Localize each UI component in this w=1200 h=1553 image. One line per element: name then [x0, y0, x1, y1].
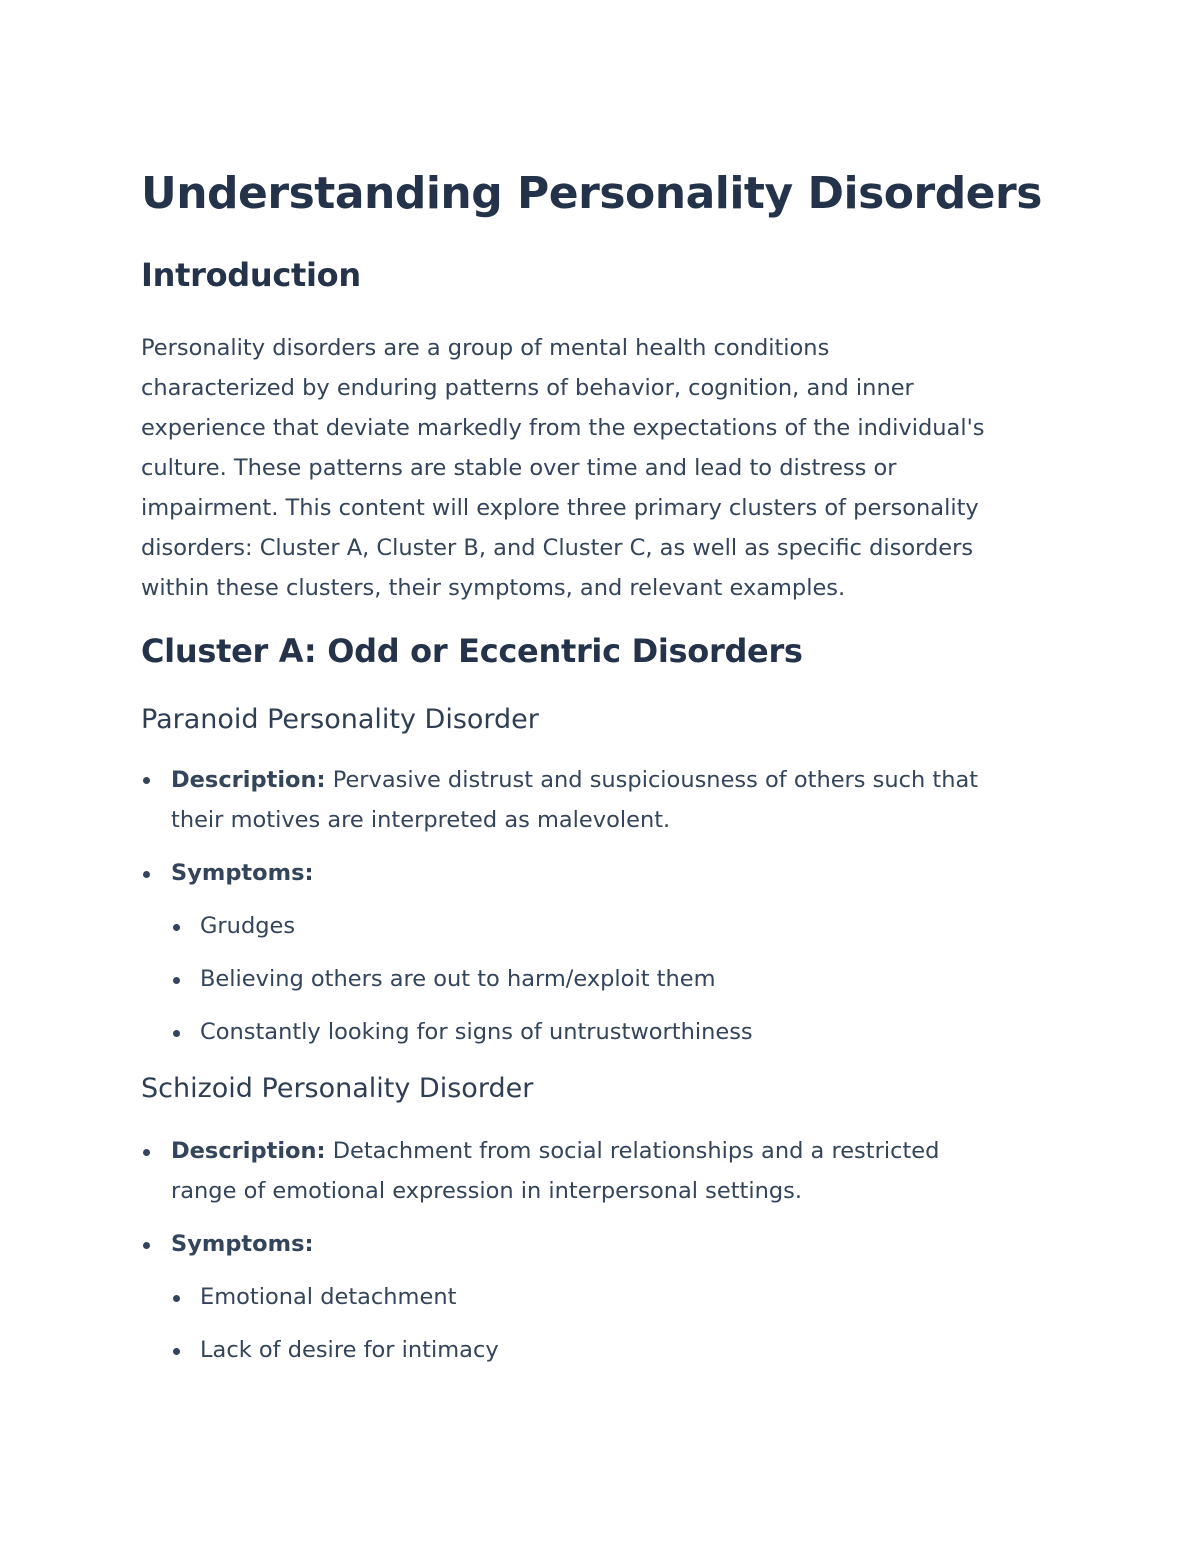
- paranoid-symptoms-label: Symptoms:: [171, 860, 314, 886]
- schizoid-description: [171, 1131, 939, 1211]
- description-line: [171, 760, 978, 800]
- bullet-icon: [143, 1242, 150, 1249]
- bullet-icon: [143, 777, 150, 784]
- bullet-icon: [143, 1149, 150, 1156]
- introduction-heading: Introduction: [141, 256, 361, 294]
- description-text: Detachment from social relationships and a restricted: [332, 1138, 940, 1164]
- symptom-item: Grudges: [200, 913, 296, 939]
- page-title: Understanding Personality Disorders: [141, 168, 1042, 219]
- intro-line: disorders: Cluster A, Cluster B, and Cluster C, as well as specific disorders: [141, 535, 974, 561]
- intro-line: experience that deviate markedly from the expectations of the individual's: [141, 415, 985, 441]
- intro-line: impairment. This content will explore three primary clusters of personality: [141, 495, 979, 521]
- bullet-icon: [173, 1348, 180, 1355]
- description-text: Pervasive distrust and suspiciousness of others such that: [332, 767, 979, 793]
- intro-line: characterized by enduring patterns of behavior, cognition, and inner: [141, 375, 914, 401]
- description-line: their motives are interpreted as malevolent.: [171, 807, 671, 833]
- description-line: range of emotional expression in interpersonal settings.: [171, 1178, 803, 1204]
- description-line: [171, 1131, 939, 1171]
- intro-line: Personality disorders are a group of mental health conditions: [141, 335, 830, 361]
- intro-line: within these clusters, their symptoms, and relevant examples.: [141, 575, 846, 601]
- cluster-a-heading: Cluster A: Odd or Eccentric Disorders: [141, 632, 803, 670]
- bullet-icon: [173, 924, 180, 931]
- symptom-item: Emotional detachment: [200, 1284, 457, 1310]
- symptom-item: Believing others are out to harm/exploit them: [200, 966, 716, 992]
- schizoid-heading: Schizoid Personality Disorder: [141, 1073, 534, 1104]
- bullet-icon: [173, 977, 180, 984]
- description-label: Description:: [171, 1138, 326, 1164]
- introduction-paragraph: [141, 328, 1071, 608]
- bullet-icon: [173, 1030, 180, 1037]
- symptom-item: Lack of desire for intimacy: [200, 1337, 499, 1363]
- schizoid-symptoms-label: Symptoms:: [171, 1231, 314, 1257]
- paranoid-heading: Paranoid Personality Disorder: [141, 704, 539, 735]
- bullet-icon: [173, 1295, 180, 1302]
- paranoid-description: [171, 760, 978, 840]
- intro-line: culture. These patterns are stable over time and lead to distress or: [141, 455, 897, 481]
- bullet-icon: [143, 871, 150, 878]
- description-label: Description:: [171, 767, 326, 793]
- symptom-item: Constantly looking for signs of untrustworthiness: [200, 1019, 753, 1045]
